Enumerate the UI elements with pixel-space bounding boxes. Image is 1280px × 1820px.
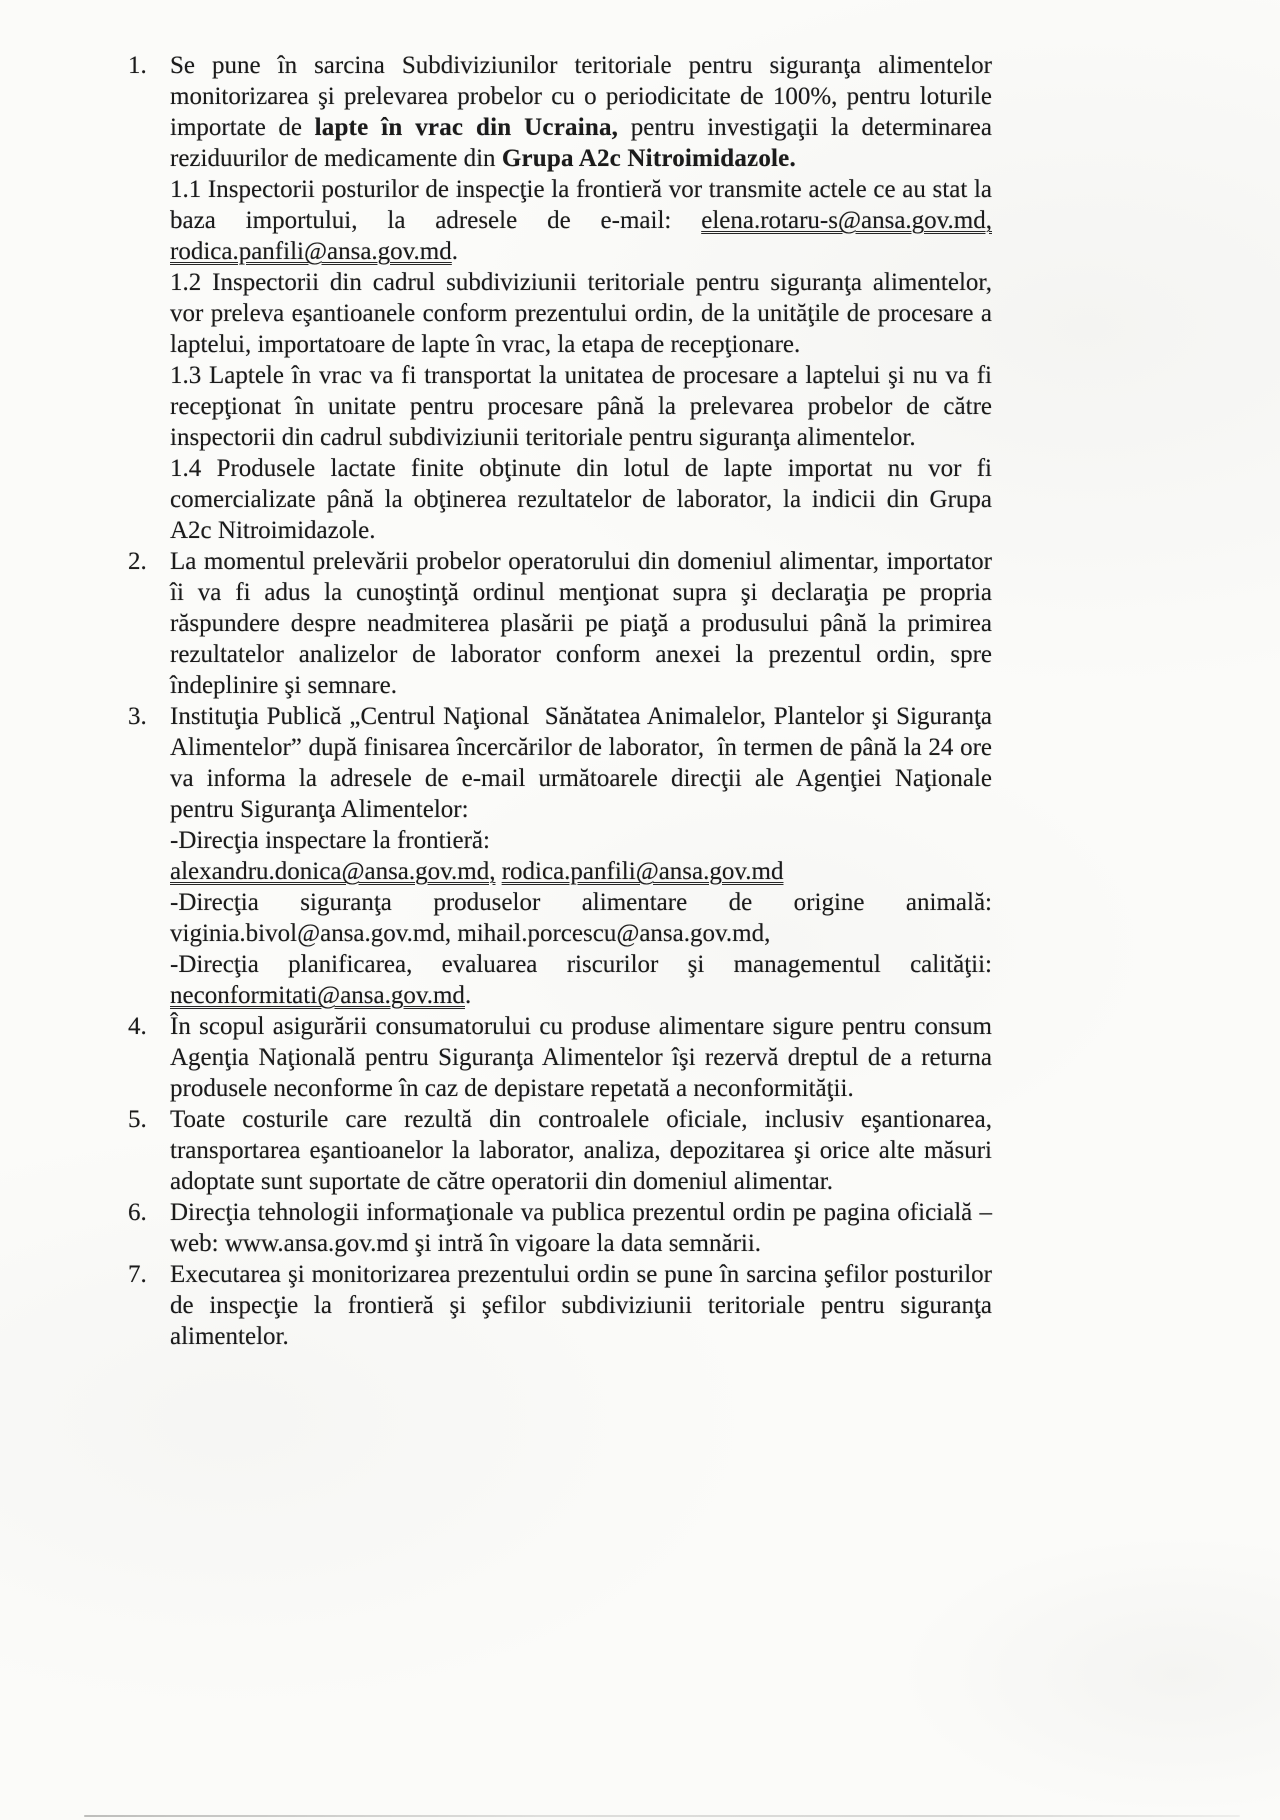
item-content (170, 1197, 992, 1259)
document-body (128, 50, 992, 1352)
paragraph (170, 1197, 992, 1259)
paragraph (170, 887, 992, 949)
text-run: În scopul asigurării consumatorului cu produse alimentare sigure pentru consum Agenţia Naţională pentru Siguranţa Alimentelor îşi rezervă dreptul de a returna produsele neconforme în caz de depistare repetată a neconformităţii. (170, 1013, 992, 1102)
text-run: La momentul prelevării probelor operatorului din domeniul alimentar, importator îi va fi adus la cunoştinţă ordinul menţionat supra şi declaraţia pe propria răspundere despre neadmiterea plasării pe piaţă a produsului până la primirea rezultatelor analizelor de laborator conform anexei la prezentul ordin, spre îndeplinire şi semnare. (170, 548, 992, 699)
email-link: rodica.panfili@ansa.gov.md (501, 858, 784, 885)
item-number: 1. (128, 52, 147, 79)
text-run: -Direcţia siguranţa produselor alimentare de origine animală: viginia.bivol@ansa.gov.md, mihail.porcescu@ansa.gov.md, (170, 889, 992, 947)
bold-text: lapte în vrac din Ucraina, (314, 114, 619, 141)
bold-text: Grupa A2c Nitroimidazole. (501, 145, 796, 172)
item-content (170, 701, 992, 1011)
paragraph (170, 174, 992, 267)
paragraph (170, 360, 992, 453)
paragraph (170, 1011, 992, 1104)
list-item-7 (128, 1259, 992, 1352)
text-run: . (451, 238, 458, 265)
paragraph (170, 1259, 992, 1352)
paragraph (170, 50, 992, 174)
scan-edge-artifact (84, 1815, 1240, 1817)
text-run: Instituţia Publică „Centrul Naţional Sănătatea Animalelor, Plantelor şi Siguranţa Alimentelor” după finisarea încercărilor de laborator, în termen de până la 24 ore va informa la adresele de e-mail următoarele direcţii ale Agenţiei Naţionale pentru Siguranţa Alimentelor: (170, 703, 992, 823)
item-number: 6. (128, 1199, 147, 1226)
item-number: 3. (128, 703, 147, 730)
item-number: 7. (128, 1261, 147, 1288)
list-item-2 (128, 546, 992, 701)
text-run: Direcţia tehnologii informaţionale va publica prezentul ordin pe pagina oficială – web: www.ansa.gov.md şi intră în vigoare la data semnării. (170, 1199, 992, 1257)
paragraph (170, 1104, 992, 1197)
item-content (170, 1104, 992, 1197)
paragraph (170, 856, 992, 887)
text-run: 1.2 Inspectorii din cadrul subdiviziunii teritoriale pentru siguranţa alimentelor, vor preleva eşantioanele conform prezentului ordin, de la unităţile de procesare a laptelui, importatoare de lapte în vrac, la etapa de recepţionare. (170, 269, 992, 358)
list-item-6 (128, 1197, 992, 1259)
paragraph (170, 546, 992, 701)
text-run: -Direcţia planificarea, evaluarea riscurilor şi managementul calităţii: (170, 951, 992, 978)
text-run: -Direcţia inspectare la frontieră: (170, 827, 490, 854)
paragraph (170, 825, 992, 856)
text-run: Toate costurile care rezultă din controalele oficiale, inclusiv eşantionarea, transportarea eşantioanelor la laborator, analiza, depozitarea şi orice alte măsuri adoptate sunt suportate de către operatorii din domeniul alimentar. (170, 1106, 992, 1195)
item-content (170, 1011, 992, 1104)
email-link: rodica.panfili@ansa.gov.md (170, 238, 452, 265)
email-link: alexandru.donica@ansa.gov.md, (170, 858, 496, 885)
list-item-1 (128, 50, 992, 546)
item-content (170, 1259, 992, 1352)
text-run: . (464, 982, 472, 1009)
paragraph (170, 949, 992, 1011)
item-number: 2. (128, 548, 147, 575)
text-run: 1.1 Inspectorii posturilor de inspecţie la frontieră vor transmite actele ce au stat la baza importului, la adresele de e-mail: (170, 176, 992, 234)
text-run: 1.3 Laptele în vrac va fi transportat la unitatea de procesare a laptelui şi nu va fi recepţionat în unitate pentru procesare până la prelevarea probelor de către inspectorii din cadrul subdiviziunii teritoriale pentru siguranţa alimentelor. (170, 362, 992, 451)
item-content (170, 546, 992, 701)
text-run: Executarea şi monitorizarea prezentului ordin se pune în sarcina şefilor posturilor de inspecţie la frontieră şi şefilor subdiviziunii teritoriale pentru siguranţa alimentelor. (170, 1261, 992, 1350)
paragraph (170, 701, 992, 825)
item-content (170, 50, 992, 546)
list-item-5 (128, 1104, 992, 1197)
text-run: pentru investigaţii la determinarea reziduurilor de medicamente din (170, 114, 992, 172)
email-link: neconformitati@ansa.gov.md (170, 982, 465, 1009)
item-number: 4. (128, 1013, 147, 1040)
paragraph (170, 453, 992, 546)
text-run: Se pune în sarcina Subdiviziunilor teritoriale pentru siguranţa alimentelor monitorizarea şi prelevarea probelor cu o periodicitate de 100%, pentru loturile importate de (170, 52, 992, 141)
paragraph (170, 267, 992, 360)
list-item-4 (128, 1011, 992, 1104)
list-item-3 (128, 701, 992, 1011)
item-number: 5. (128, 1106, 147, 1133)
email-link: elena.rotaru-s@ansa.gov.md, (701, 207, 992, 234)
text-run: 1.4 Produsele lactate finite obţinute din lotul de lapte importat nu vor fi comercializate până la obţinerea rezultatelor de laborator, la indicii din Grupa A2c Nitroimidazole. (170, 455, 992, 544)
